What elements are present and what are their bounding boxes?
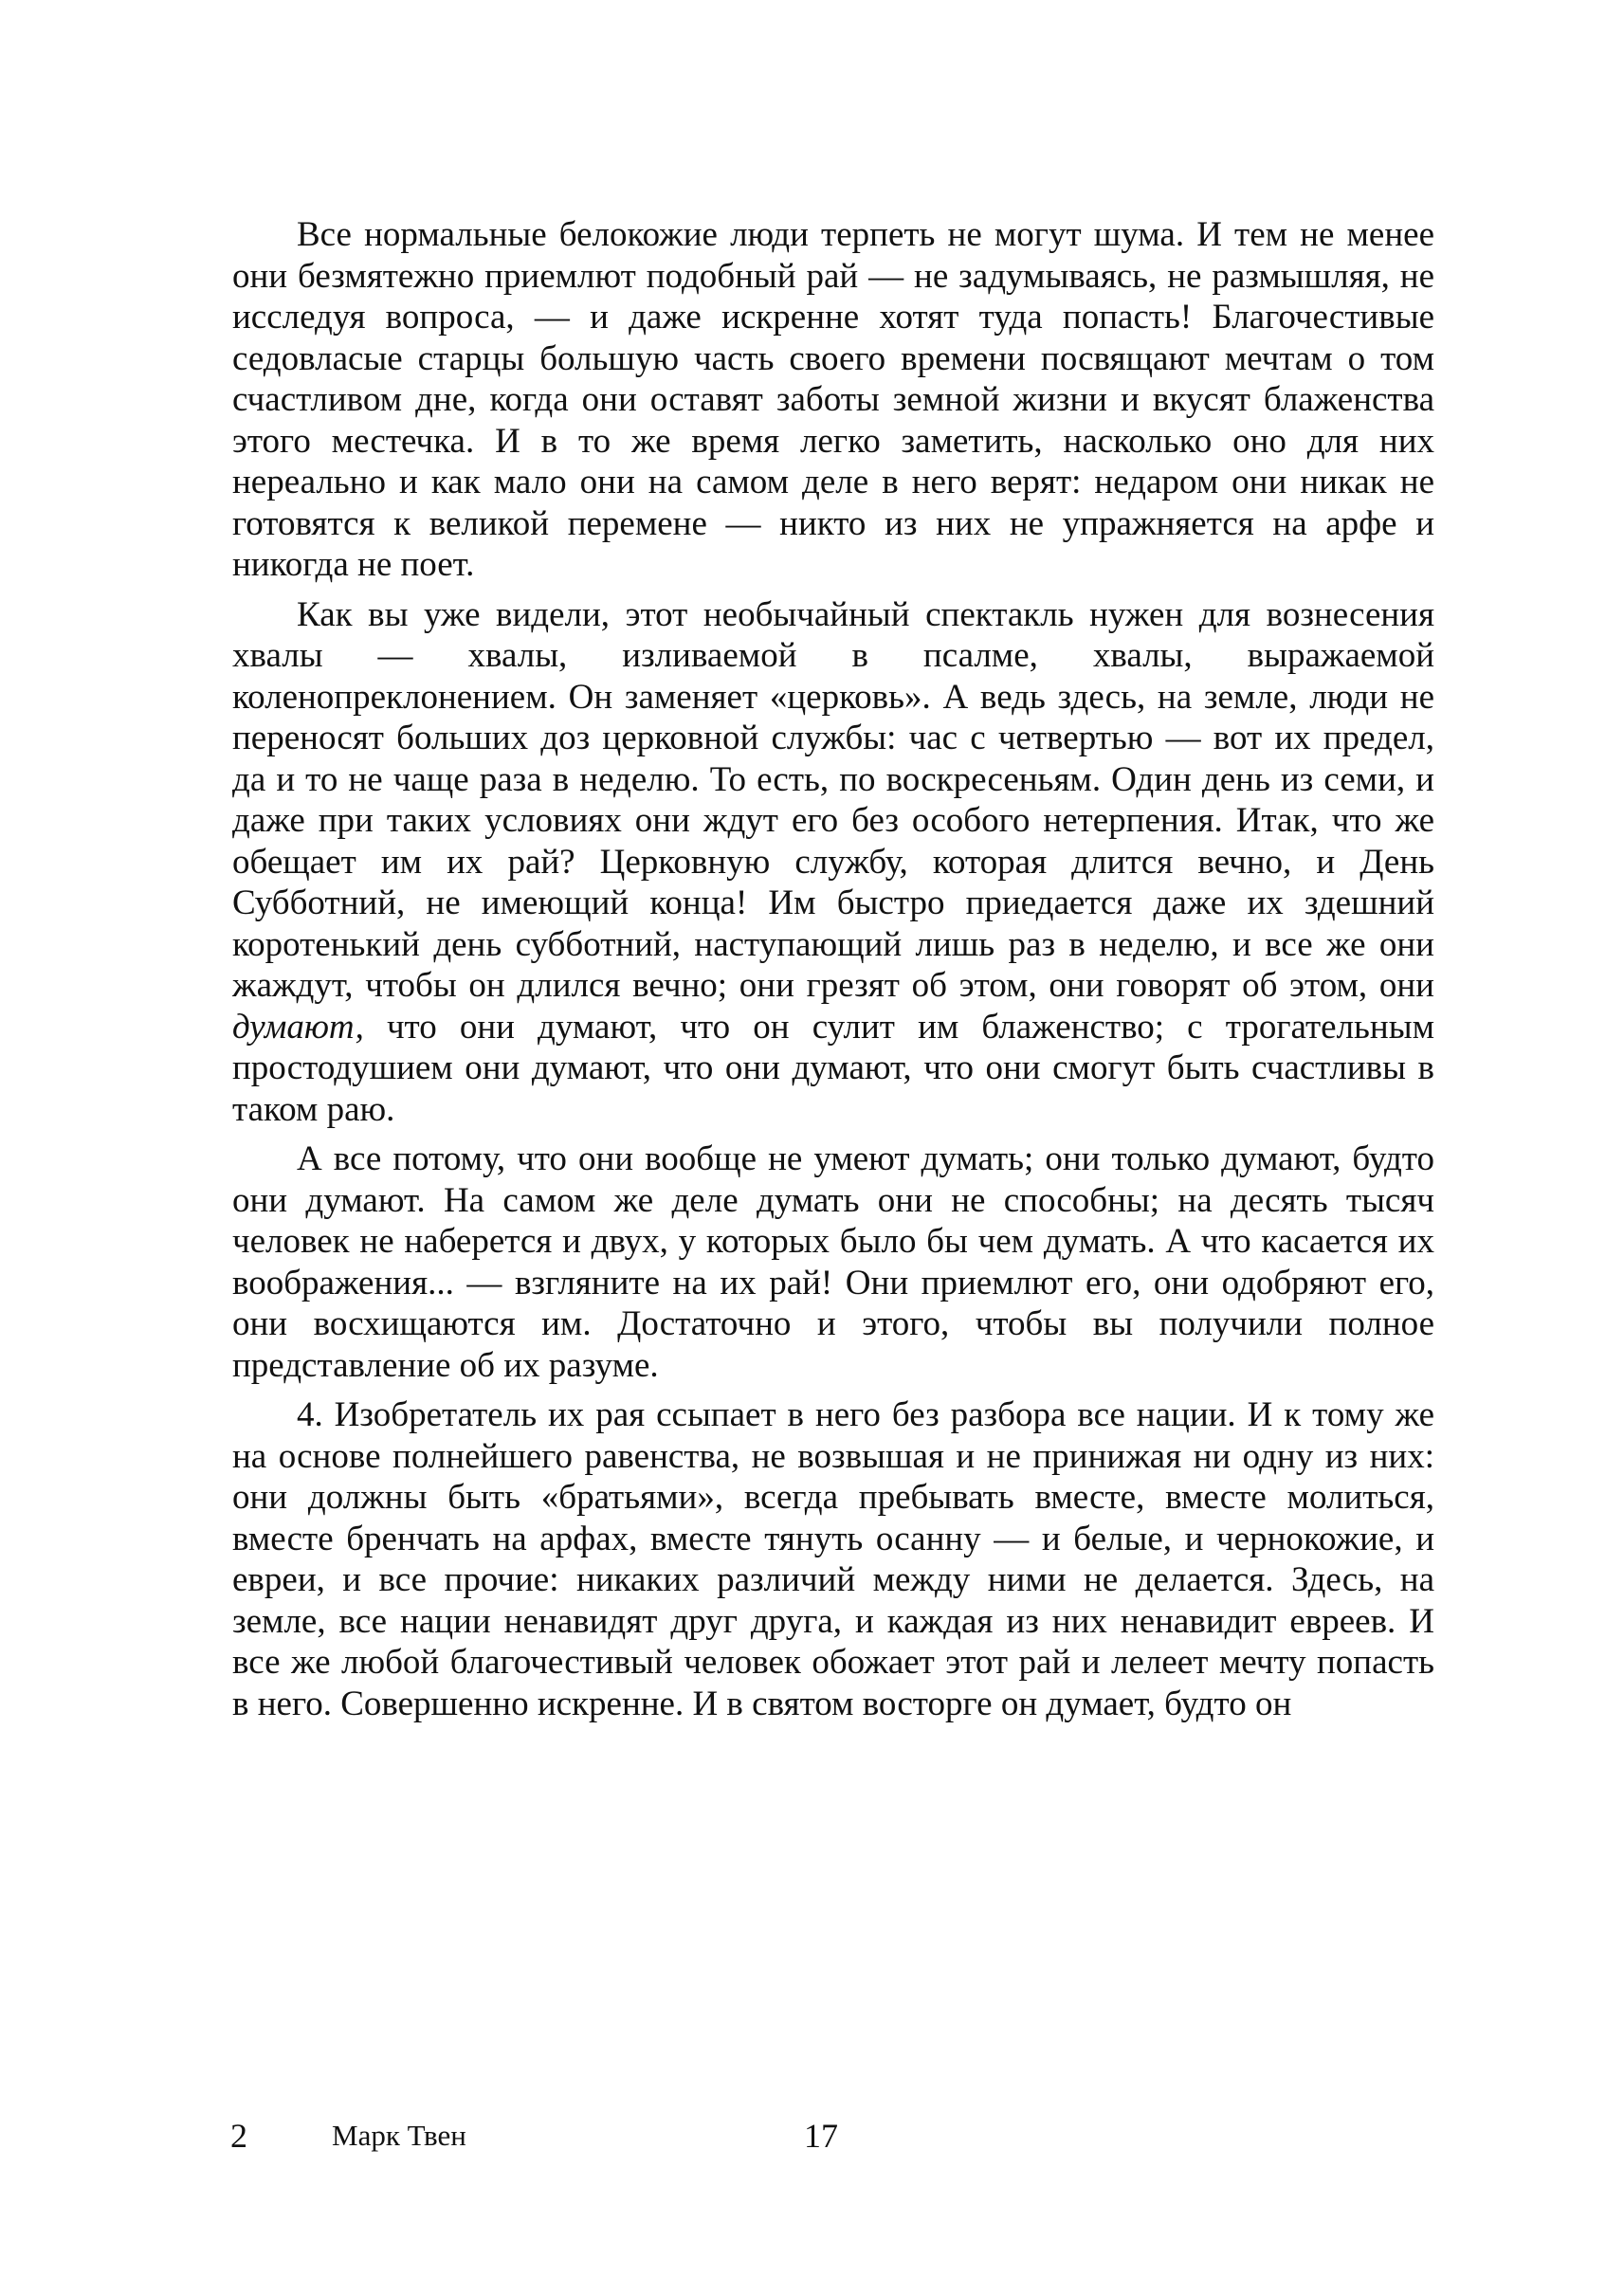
signature-mark: 2 <box>230 2117 247 2155</box>
body-text <box>232 214 1434 1724</box>
page-number: 17 <box>804 2117 838 2155</box>
paragraph-1 <box>232 214 1434 586</box>
paragraph-1-text: Все нормальные белокожие люди терпеть не могут шума. И тем не менее они безмятежно приемлют подобный рай — не задумываясь, не размышляя, не исследуя вопроса, — и даже искренне хотят туда попасть! Благочестивые седовласые старцы большую часть своего времени посвящают мечтам о том счастливом дне, когда они оставят заботы земной жизни и вкусят блаженства этого местечка. И в то же время легко заметить, насколько оно для них нереально и как мало они на самом деле в него верят: недаром они никак не готовятся к великой перемене — никто из них не упражняется на арфе и никогда не поет. <box>232 215 1434 584</box>
paragraph-2-text-end: что они думают, что он сулит им блаженство; с трогательным простодушием они думают, что они думают, что они смогут быть счастливы в таком раю. <box>232 1007 1434 1129</box>
page-footer <box>0 2116 1624 2163</box>
paragraph-2 <box>232 594 1434 1131</box>
paragraph-2-text-start: Как вы уже видели, этот необычайный спектакль нужен для вознесения хвалы — хвалы, изливаемой в псалме, хвалы, выражаемой коленопреклонением. Он заменяет «церковь». А ведь здесь, на земле, люди не переносят больших доз церковной службы: час с четвертью — вот их предел, да и то не чаще раза в неделю. То есть, по воскресеньям. Один день из семи, и даже при таких условиях они ждут его без особого нетерпения. Итак, что же обещает им их рай? Церковную службу, которая длится вечно, и День Субботний, не имеющий конца! Им быстро приедается даже их здешний коротенький день субботний, наступающий лишь раз в неделю, и все же они жаждут, чтобы он длился вечно; они грезят об этом, они говорят об этом, они <box>232 594 1434 1005</box>
paragraph-2-italic-word: думают, <box>232 1007 364 1047</box>
paragraph-4-text: 4. Изобретатель их рая ссыпает в него без разбора все нации. И к тому же на основе полнейшего равенства, не возвышая и не принижая ни одну из них: они должны быть «братьями», всегда пребывать вместе, вместе молиться, вместе бренчать на арфах, вместе тянуть осанну — и белые, и чернокожие, и евреи, и все прочие: никаких различий между ними не делается. Здесь, на земле, все нации ненавидят друг друга, и каждая из них ненавидит евреев. И все же любой благочестивый человек обожает этот рай и лелеет мечту попасть в него. Совершенно искренне. И в святом восторге он думает, будто он <box>232 1395 1434 1723</box>
paragraph-3 <box>232 1138 1434 1386</box>
paragraph-4 <box>232 1394 1434 1724</box>
footer-author: Марк Твен <box>332 2119 466 2152</box>
paragraph-3-text: А все потому, что они вообще не умеют думать; они только думают, будто они думают. На самом же деле думать они не способны; на десять тысяч человек не наберется и двух, у которых было бы чем думать. А что касается их воображения... — взгляните на их рай! Они приемлют его, они одобряют его, они восхищаются им. Достаточно и этого, чтобы вы получили полное представление об их разуме. <box>232 1139 1434 1385</box>
